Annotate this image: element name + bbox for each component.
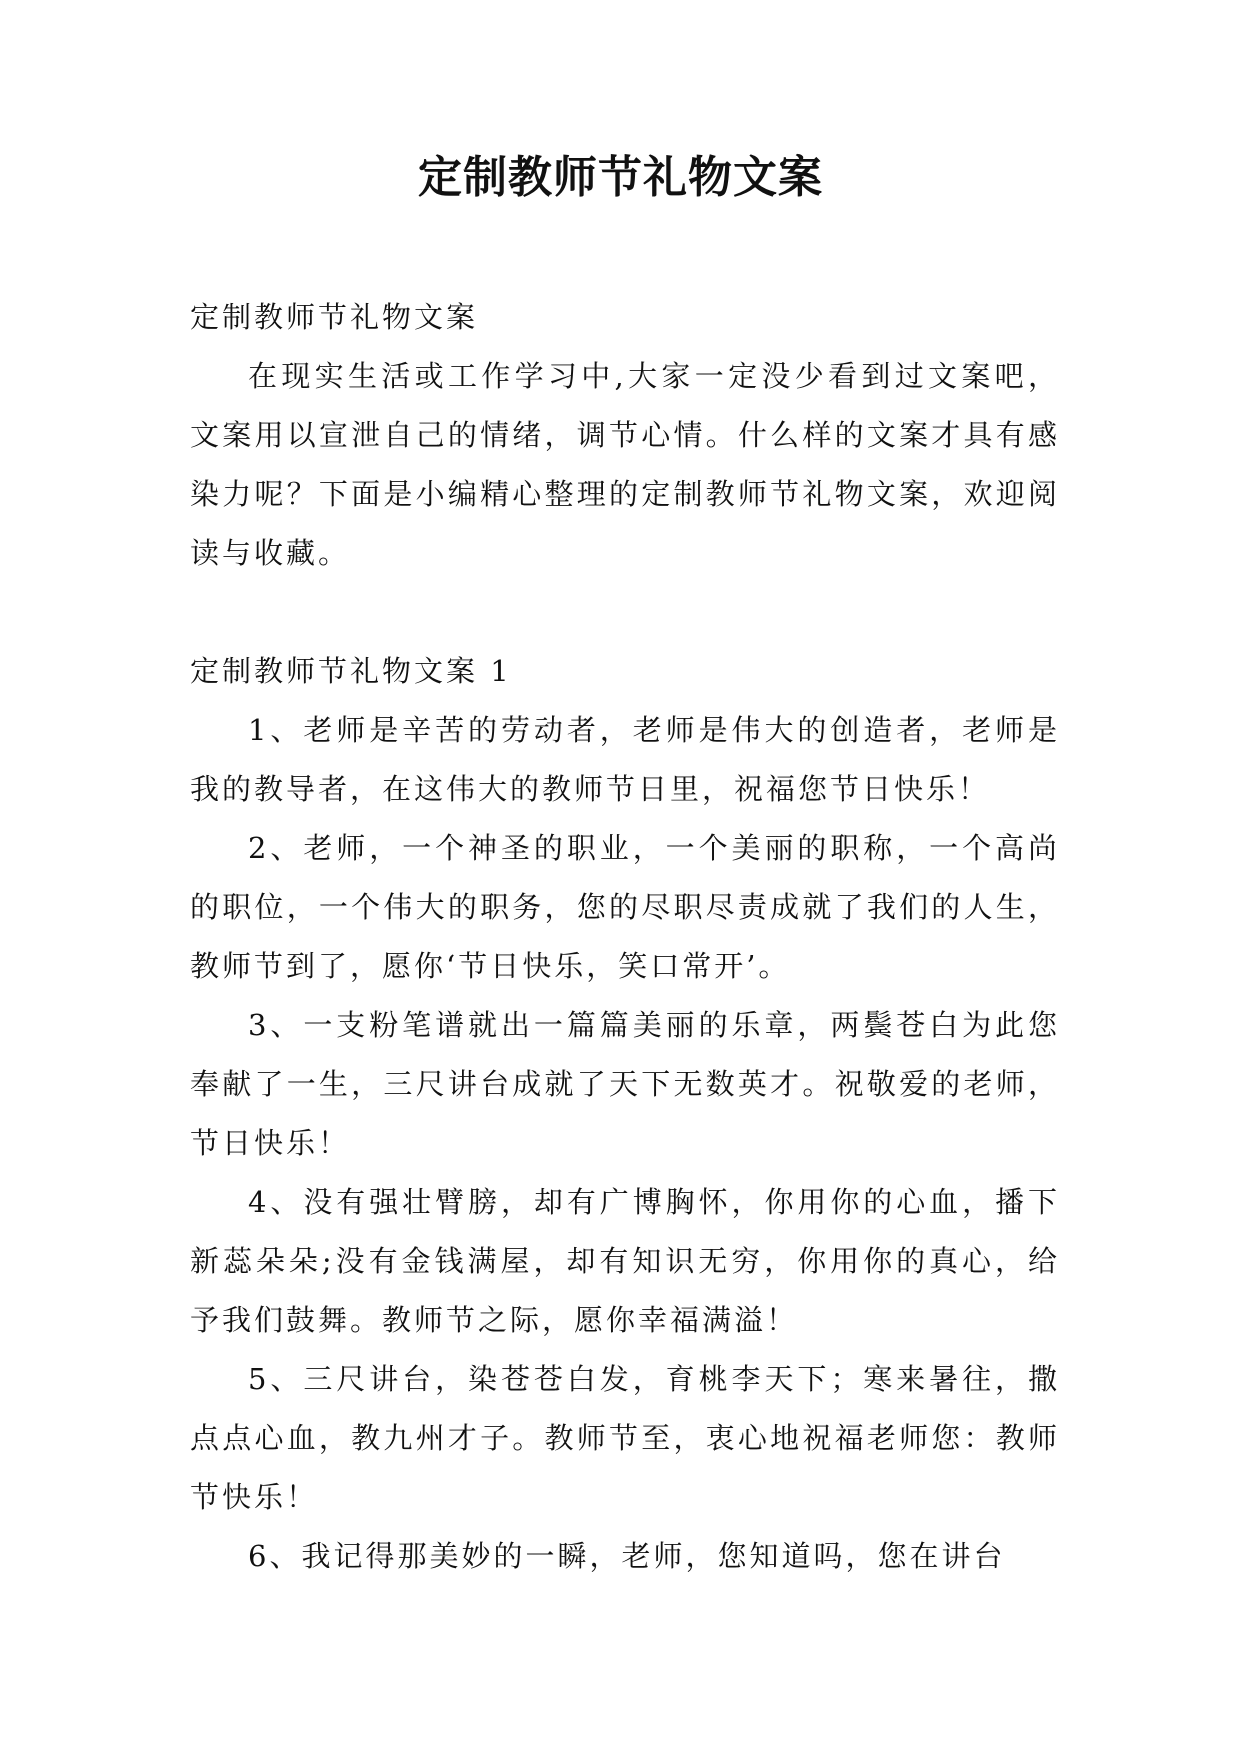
intro-paragraph: 在现实生活或工作学习中,大家一定没少看到过文案吧，文案用以宣泄自己的情绪，调节心情。什么样的文案才具有感染力呢？下面是小编精心整理的定制教师节礼物文案，欢迎阅读与收藏。 [190, 359, 1060, 570]
list-item: 5、三尺讲台，染苍苍白发，育桃李天下；寒来暑往，撒点点心血，教九州才子。教师节至，衷心地祝福老师您：教师节快乐！ [190, 1362, 1060, 1514]
list-item: 1、老师是辛苦的劳动者，老师是伟大的创造者，老师是我的教导者，在这伟大的教师节日里，祝福您节日快乐！ [190, 713, 1060, 806]
list-item: 2、老师，一个神圣的职业，一个美丽的职称，一个高尚的职位，一个伟大的职务，您的尽职尽责成就了我们的人生，教师节到了，愿你‘节日快乐，笑口常开’。 [190, 831, 1060, 983]
document-subtitle: 定制教师节礼物文案 [190, 300, 479, 334]
document-title: 定制教师节礼物文案 [418, 152, 823, 203]
list-item: 3、一支粉笔谱就出一篇篇美丽的乐章，两鬓苍白为此您奉献了一生，三尺讲台成就了天下无数英才。祝敬爱的老师，节日快乐！ [190, 1008, 1060, 1160]
list-item: 6、我记得那美妙的一瞬，老师，您知道吗，您在讲台 [248, 1539, 1006, 1573]
document-body [190, 288, 1060, 1586]
paragraph-gap [190, 583, 1060, 642]
list-item: 4、没有强壮臂膀，却有广博胸怀，你用你的心血，播下新蕊朵朵;没有金钱满屋，却有知识无穷，你用你的真心，给予我们鼓舞。教师节之际，愿你幸福满溢！ [190, 1185, 1060, 1337]
section-heading: 定制教师节礼物文案 1 [190, 654, 512, 688]
